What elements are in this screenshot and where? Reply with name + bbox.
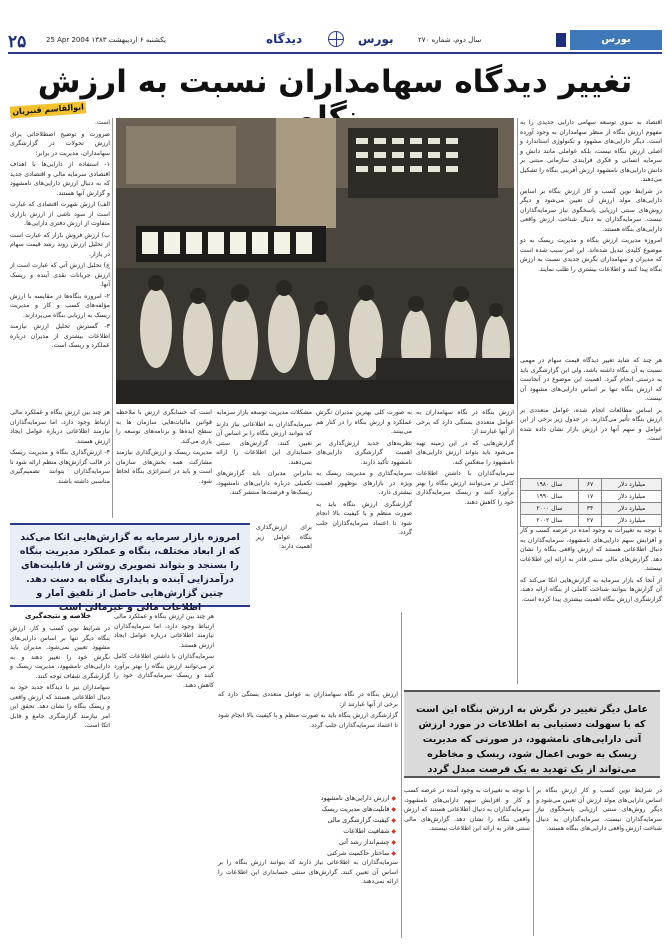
column-right-top: [520, 118, 662, 352]
paragraph: در شرایط نوین کسب و کار ارزش بنگاه بر اساس دارایی‌های مولد ارزش آن تعیین می‌شود و دیگر روش‌های سنتی ارزیابی پاسخگوی نیاز سرمایه‌گذاران نیست. سرمایه‌گذاران به دنبال شناخت ارزش واقعی دارایی‌های بنگاه هستند.: [520, 187, 662, 233]
paragraph: سرمایه‌گذاران به اطلاعاتی نیاز دارند که بتوانند ارزش بنگاه را بر اساس آن تعیین کنند. گزارش‌های سنتی حسابداری این اطلاعات را ارائه نمی‌دهند.: [218, 859, 398, 885]
table-cell: ۶۷: [578, 479, 602, 491]
column-center-bottom-2: [218, 858, 398, 938]
section-label: بورس: [358, 32, 394, 46]
paragraph: با توجه به تغییرات به وجود آمده در عرصه کسب و کار و افزایش سهم دارایی‌های نامشهود، سرمایه‌گذاران به دنبال اطلاعاتی هستند که ارزش واقعی بنگاه را نشان دهد. گزارش‌های مالی سنتی قادر به ارائه این اطلاعات نیستند.: [404, 787, 530, 832]
column-left-bottom-2: [114, 612, 214, 932]
section-title: دیدگاه: [266, 32, 303, 46]
table-row: [521, 515, 662, 527]
column-center-bottom: [218, 690, 398, 790]
table-cell: سال ۲۰۰۰: [521, 503, 579, 515]
paragraph: ۳- گسترش تحلیل ارزش نیازمند اطلاعات بیشتری از مدیران درباره عملکرد و ریسک است.: [10, 323, 110, 349]
column-bottom-right-1: [536, 786, 662, 936]
data-table: [520, 478, 662, 527]
table-cell: ۱۷: [578, 491, 602, 503]
paragraph: به صورت کلی بهترین مدیران نگرش عملکرد و ارزش بنگاه را در کنار هم می‌بینند.: [316, 409, 412, 435]
globe-icon: [328, 31, 344, 47]
paragraph: ارزش بنگاه در نگاه سهامداران به عوامل متعددی بستگی دارد که برخی از آنها عبارتند از:: [218, 691, 398, 708]
paragraph: است.: [95, 119, 110, 126]
column-center-2: [216, 408, 312, 520]
paragraph: مشکلات مدیریت توسعه بازار سرمایه: [216, 409, 312, 416]
paragraph: از آنجا که بازار سرمایه به گزارش‌هایی اتکا می‌کند که آن گزارش‌ها بتوانند شناخت کاملی از بنگاه ارائه دهند، گزارشگری ارزش بنگاه اهمیت بیشتری پیدا کرده است.: [520, 576, 662, 603]
table-cell: سال ۱۹۹۰: [521, 491, 579, 503]
paragraph: بر اساس مطالعات انجام شده، عوامل متعددی بر ارزش بنگاه تأثیر می‌گذارند. در جدول زیر برخی از این عوامل و سهم آنها در ارزش بازار نشان داده شده است.: [520, 406, 662, 442]
column-divider: [517, 118, 518, 684]
column-left-bottom: [10, 624, 110, 934]
paragraph: ۲- امروزه بنگاه‌ها در مقایسه با ارزش مؤلفه‌های کسب و کار و مدیریت ریسک به ارزیابی بنگاه می‌پردازند.: [10, 292, 110, 319]
table-cell: میلیارد دلار: [602, 479, 662, 491]
paragraph: سرمایه‌گذاری و مدیریت ریسک به ویژه در بازارهای نوظهور اهمیت بیشتری دارد.: [316, 470, 412, 496]
list-item: ◆ چشم‌انداز رشد آتی: [218, 837, 396, 848]
paragraph: هر چند بین ارزش بنگاه و عملکرد مالی ارتباط وجود دارد، اما سرمایه‌گذاران نیازمند اطلاعاتی درباره عوامل ایجاد ارزش هستند.: [114, 613, 214, 649]
page-number: ۲۵: [8, 32, 27, 52]
paragraph: امروزه مدیریت ارزش بنگاه و مدیریت ریسک به دو موضوع کلیدی تبدیل شده‌اند. این امر سبب شده است که مدیران و سهامداران نگرش جدیدی نسبت به ارزش بنگاه پیدا کنند و اطلاعات بیشتری را طلب نمایند.: [520, 237, 662, 273]
paragraph: سرمایه‌گذاران با داشتن اطلاعات کامل تر می‌توانند ارزش بنگاه را بهتر برآورد کنند و ریسک سرمایه‌گذاری خود را کاهش دهند.: [114, 653, 214, 689]
column-right-bottom: [520, 526, 662, 686]
column-divider: [112, 118, 113, 518]
column-divider: [401, 612, 402, 938]
paragraph: با توجه به تغییرات به وجود آمده در عرصه کسب و کار و افزایش سهم دارایی‌های نامشهود، سرمایه‌گذاران به دنبال اطلاعاتی هستند که ارزش واقعی بنگاه را نشان دهد. گزارش‌های مالی سنتی قادر به ارائه این اطلاعات نیستند.: [520, 527, 662, 572]
paragraph: گزارش‌هایی که در این زمینه تهیه می‌شود باید بتواند ارزش دارایی‌های نامشهود را منعکس کند.: [416, 439, 514, 466]
column-center-4: [416, 408, 514, 684]
list-item: ◆ ساختار حاکمیت شرکتی: [218, 848, 396, 859]
paragraph: بنابراین مدیران باید گزارش‌های تکمیلی درباره دارایی‌های نامشهود، ریسک‌ها و فرصت‌ها منتشر کنند.: [216, 470, 312, 496]
table-cell: میلیارد دلار: [602, 503, 662, 515]
table-cell: میلیارد دلار: [602, 491, 662, 503]
paragraph: هر چند بین ارزش بنگاه و عملکرد مالی ارتباط وجود دارد، اما سرمایه‌گذاران نیازمند اطلاعاتی درباره عوامل ایجاد ارزش هستند.: [10, 409, 110, 445]
table-row: [521, 503, 662, 515]
paragraph: برای ارزش‌گذاری بنگاه عوامل زیر اهمیت دارند:: [256, 524, 312, 550]
issue-number: سال دوم، شماره ۲۷۰: [418, 36, 482, 44]
column-center-lower: [256, 523, 312, 683]
paragraph: گزارشگری ارزش بنگاه باید به صورت منظم و با کیفیت بالا انجام شود تا اعتماد سرمایه‌گذاران جلب گردد.: [218, 712, 398, 729]
paragraph: سرمایه‌گذاران به اطلاعاتی نیاز دارند که بتوانند ارزش بنگاه را بر اساس آن تعیین کنند. گزارش‌های سنتی حسابداری این اطلاعات را ارائه نمی‌دهند.: [216, 420, 312, 466]
factor-list: [218, 793, 396, 859]
paragraph: در شرایط نوین کسب و کار ارزش بنگاه بر اساس دارایی‌های مولد ارزش آن تعیین می‌شود و دیگر روش‌های سنتی ارزیابی پاسخگوی نیاز سرمایه‌گذاران نیست. سرمایه‌گذاران به دنبال شناخت ارزش واقعی دارایی‌های بنگاه هستند.: [536, 787, 662, 832]
paragraph: سهامداران نیز با دیدگاه جدید خود به دنبال اطلاعاتی هستند که ارزش واقعی و ریسک بنگاه را نشان دهد. تحقق این امر نیازمند گزارشگری جامع و قابل اتکا است.: [10, 684, 110, 729]
paragraph: سرمایه‌گذاران با داشتن اطلاعات کامل تر می‌توانند ارزش بنگاه را بهتر برآورد کنند و ریسک سرمایه‌گذاری خود را کاهش دهند.: [416, 470, 514, 506]
paragraph: ۱- استفاده از دارایی‌ها با اهداف اقتصادی سرمایه مالی و اقتصادی جدید که به دنبال ارزش دارایی‌های نامشهود و گزارش آنها هستند.: [10, 161, 110, 197]
column-center-1: [116, 408, 212, 520]
logo-mark-icon: [556, 33, 566, 47]
list-item: ◆ شفافیت اطلاعات: [218, 826, 396, 837]
photo-illustration: [116, 118, 514, 404]
paragraph: ۴- ارزش‌گذاری بنگاه و مدیریت ریسک در قالب گزارش‌های منظم ارائه شود تا سرمایه‌گذاران بتوانند تصمیم‌گیری مناسبی داشته باشند.: [10, 449, 110, 485]
list-item: ◆ ارزش دارایی‌های نامشهود: [218, 793, 396, 804]
paragraph: نظریه‌های جدید ارزش‌گذاری بر اهمیت گزارشگری دارایی‌های نامشهود تأکید دارند.: [316, 439, 412, 466]
conclusion-heading: خلاصه و نتیجه‌گیری: [25, 612, 91, 620]
table-cell: ۳۴: [578, 503, 602, 515]
table-cell: ۲۷: [578, 515, 602, 527]
paragraph: گزارشگری ارزش بنگاه باید به صورت منظم و با کیفیت بالا انجام شود تا اعتماد سرمایه‌گذاران جلب گردد.: [316, 500, 412, 536]
paragraph: ارزش بنگاه در نگاه سهامداران به عوامل متعددی بستگی دارد که برخی از آنها عبارتند از:: [416, 409, 514, 435]
table-cell: میلیارد دلار: [602, 515, 662, 527]
table-cell: سال ۲۰۰۲: [521, 515, 579, 527]
paragraph: الف) ارزش شهرت اقتصادی که عبارت است از سود ناشی از ارزش بازاری متفاوت از ارزش دفتری دارایی‌ها.: [10, 201, 110, 227]
column-bottom-right-2: [404, 786, 530, 936]
paragraph: مدیریت ریسک و ارزش‌گذاری نیازمند مشارکت همه بخش‌های سازمان است و باید در استراتژی بنگاه لحاظ شود.: [116, 449, 212, 485]
paragraph: است که حسابگری ارزش با ملاحظه قوانین مالیات‌هایی سازمان ها به سطح ایده‌ها و برنامه‌های توسعه را یاری می‌کند.: [116, 409, 212, 445]
trading-floor-photo: [116, 118, 514, 404]
list-item: ◆ قابلیت‌های مدیریت ریسک: [218, 804, 396, 815]
column-left-mid: [10, 408, 110, 518]
list-item: ◆ کیفیت گزارشگری مالی: [218, 815, 396, 826]
issue-date: 25 Apr 2004 یکشنبه ۶ اردیبهشت ۱۳۸۳: [46, 36, 166, 44]
column-divider: [533, 786, 534, 936]
pull-quote-blue: امروزه بازار سرمایه به گزارش‌هایی اتکا می‌کند که از ابعاد مختلف، بنگاه و عملکرد مدیریت بنگاه را بسنجد و بتواند تصویری روشن از قابلیت‌های درآمدزایی آینده و پایداری بنگاه به دست دهد. چنین گزارش‌هایی حاصل از تلفیق آمار و اطلاعات مالی و غیرمالی است: [10, 523, 250, 607]
author-byline: ابوالقاسم قنبریان: [10, 101, 87, 118]
paragraph: هر چند که شاید تغییر دیدگاه قیمت سهام در مهمی نسبت به آن بنگاه داشته باشد، ولی این گزارشگری باید به درستی انجام گیرد. اهمیت این موضوع در آنجاست که ارزش بنگاه تنها بر اساس دارایی‌های مشهود آن نیست.: [520, 357, 662, 402]
headline: تغییر دیدگاه سهامداران نسبت به ارزش: [37, 64, 633, 100]
table-cell: سال ۱۹۸۰: [521, 479, 579, 491]
paragraph: ضرورت و توضیح اصطلاحاتی برای ارزش تحولات در گزارشگری سهامداران، مدیریت در برابر:: [10, 130, 110, 157]
paragraph: ج) تحلیل ارزش آتی که عبارت است از ارزش جریانات نقدی آینده و ریسک آنها.: [10, 262, 110, 288]
table-row: [521, 479, 662, 491]
header-rule: [8, 52, 662, 54]
column-right-mid: [520, 356, 662, 474]
page-header: [8, 30, 662, 52]
newspaper-logo: بورس: [570, 30, 662, 50]
paragraph: ب) ارزش فروش بازار که عبارت است از تحلیل ارزش روند رشد قیمت سهام در بازار.: [10, 231, 110, 258]
table-row: [521, 491, 662, 503]
column-center-3: [316, 408, 412, 688]
paragraph: در شرایط نوین کسب و کار، ارزش بنگاه دیگر تنها بر اساس دارایی‌های مشهود تعیین نمی‌شود. مدیران باید نگرش خود را تغییر دهند و به دارایی‌های نامشهود، مدیریت ریسک و گزارشگری شفاف توجه کنند.: [10, 625, 110, 680]
paragraph: اقتصاد به سوی توسعه سهامی دارایی جدیدی را به مفهوم ارزش بنگاه از منظر سهامداران به وجود آورده است. دیگر دارایی‌های مشهود و تکنولوژی استاندارد و اصلی ارزش بنگاه نیست، بلکه عواملی مانند دانش و سرمایه انسانی و فکری فرایندی سازمانی مبتنی بر دانش دارایی‌های نامشهود ارزش آفرینی بنگاه را تشکیل می‌دهند.: [520, 119, 662, 183]
pull-quote-grey: عامل دیگر تغییر در نگرش به ارزش بنگاه این است که با سهولت دستیابی به اطلاعات در مورد ارزش آتی دارایی‌های نامشهود، در صورتی که مدیریت ریسک به خوبی اعمال شود، ریسک و مخاطره می‌تواند از یک تهدید به یک فرصت مبدل گردد: [404, 690, 660, 778]
